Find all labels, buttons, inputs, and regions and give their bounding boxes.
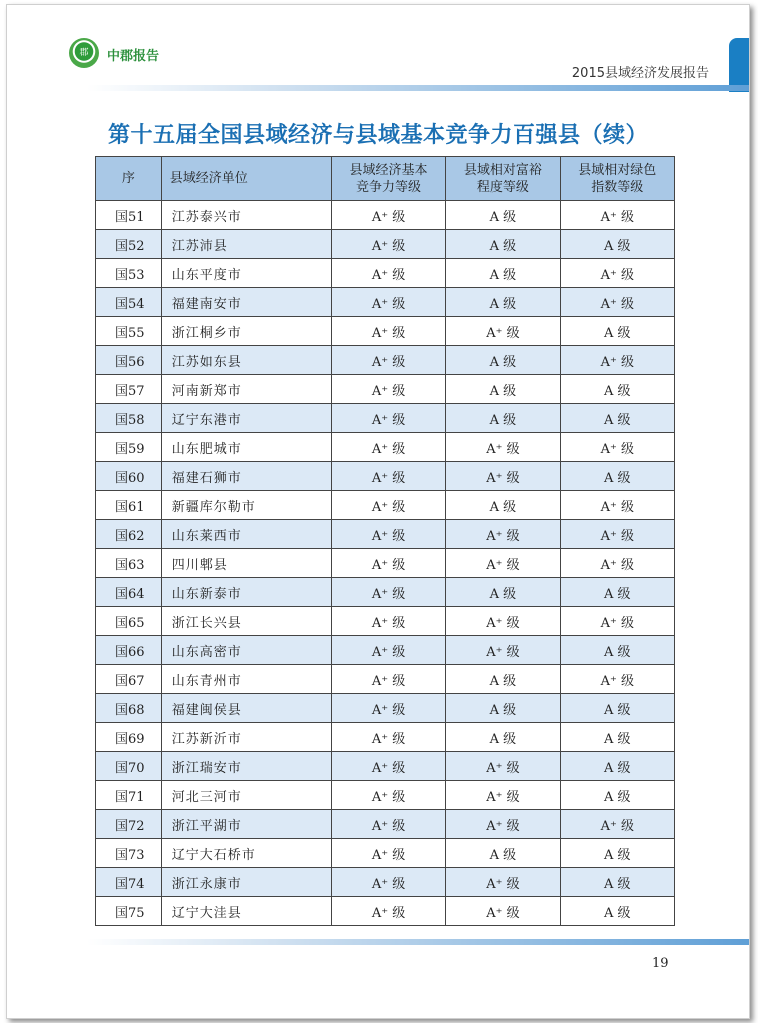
cell-unit: 山东肥城市 — [161, 433, 331, 462]
cell-green: A 级 — [560, 230, 674, 259]
cell-competitiveness: A⁺ 级 — [331, 288, 445, 317]
cell-wealth: A 级 — [446, 259, 560, 288]
cell-wealth: A 级 — [446, 491, 560, 520]
table-row — [96, 520, 675, 549]
cell-competitiveness: A⁺ 级 — [331, 752, 445, 781]
cell-green: A⁺ 级 — [560, 810, 674, 839]
cell-unit: 浙江长兴县 — [161, 607, 331, 636]
cell-green: A⁺ 级 — [560, 346, 674, 375]
ranking-table — [95, 156, 675, 926]
cell-unit: 浙江瑞安市 — [161, 752, 331, 781]
cell-green: A⁺ 级 — [560, 491, 674, 520]
header-wealth — [446, 157, 560, 201]
cell-competitiveness: A⁺ 级 — [331, 375, 445, 404]
table-row — [96, 665, 675, 694]
cell-green: A 级 — [560, 578, 674, 607]
cell-wealth: A 级 — [446, 346, 560, 375]
cell-wealth: A⁺ 级 — [446, 781, 560, 810]
table-row — [96, 201, 675, 230]
cell-no: 国74 — [96, 868, 162, 897]
cell-no: 国60 — [96, 462, 162, 491]
cell-wealth: A⁺ 级 — [446, 462, 560, 491]
footer-rule — [87, 939, 749, 945]
cell-no: 国71 — [96, 781, 162, 810]
cell-unit: 山东新泰市 — [161, 578, 331, 607]
cell-no: 国68 — [96, 694, 162, 723]
document-page — [6, 4, 750, 1019]
header-competitiveness — [331, 157, 445, 201]
cell-no: 国58 — [96, 404, 162, 433]
cell-wealth: A⁺ 级 — [446, 868, 560, 897]
cell-no: 国66 — [96, 636, 162, 665]
cell-competitiveness: A⁺ 级 — [331, 230, 445, 259]
cell-green: A⁺ 级 — [560, 607, 674, 636]
cell-unit: 河南新郑市 — [161, 375, 331, 404]
cell-green: A⁺ 级 — [560, 665, 674, 694]
cell-wealth: A⁺ 级 — [446, 752, 560, 781]
cell-competitiveness: A⁺ 级 — [331, 636, 445, 665]
cell-green: A 级 — [560, 375, 674, 404]
header-wealth-line2: 程度等级 — [476, 179, 529, 195]
zhongjun-logo: 郡 — [69, 38, 99, 68]
table-row — [96, 259, 675, 288]
header-rule — [87, 85, 749, 91]
header-green-line2: 指数等级 — [591, 179, 644, 195]
cell-wealth: A 级 — [446, 694, 560, 723]
cell-wealth: A⁺ 级 — [446, 520, 560, 549]
cell-competitiveness: A⁺ 级 — [331, 839, 445, 868]
cell-wealth: A 级 — [446, 230, 560, 259]
cell-unit: 山东高密市 — [161, 636, 331, 665]
cell-no: 国53 — [96, 259, 162, 288]
table-row — [96, 317, 675, 346]
cell-unit: 辽宁东港市 — [161, 404, 331, 433]
cell-competitiveness: A⁺ 级 — [331, 317, 445, 346]
cell-unit: 浙江桐乡市 — [161, 317, 331, 346]
table-body — [96, 201, 675, 926]
cell-wealth: A 级 — [446, 839, 560, 868]
cell-unit: 福建闽侯县 — [161, 694, 331, 723]
cell-wealth: A 级 — [446, 201, 560, 230]
cell-green: A 级 — [560, 636, 674, 665]
cell-no: 国56 — [96, 346, 162, 375]
cell-competitiveness: A⁺ 级 — [331, 868, 445, 897]
cell-green: A 级 — [560, 317, 674, 346]
header-no: 序 — [96, 157, 162, 201]
cell-wealth: A 级 — [446, 288, 560, 317]
cell-unit: 江苏新沂市 — [161, 723, 331, 752]
cell-no: 国52 — [96, 230, 162, 259]
cell-no: 国59 — [96, 433, 162, 462]
cell-competitiveness: A⁺ 级 — [331, 520, 445, 549]
cell-unit: 山东青州市 — [161, 665, 331, 694]
cell-competitiveness: A⁺ 级 — [331, 897, 445, 926]
cell-unit: 辽宁大石桥市 — [161, 839, 331, 868]
brand-name: 中郡报告 — [107, 49, 160, 64]
cell-wealth: A⁺ 级 — [446, 897, 560, 926]
table-row — [96, 810, 675, 839]
cell-green: A 级 — [560, 781, 674, 810]
table-row — [96, 404, 675, 433]
table-row — [96, 607, 675, 636]
cell-competitiveness: A⁺ 级 — [331, 549, 445, 578]
cell-unit: 四川郫县 — [161, 549, 331, 578]
cell-competitiveness: A⁺ 级 — [331, 433, 445, 462]
cell-competitiveness: A⁺ 级 — [331, 201, 445, 230]
cell-competitiveness: A⁺ 级 — [331, 810, 445, 839]
cell-green: A 级 — [560, 462, 674, 491]
cell-green: A 级 — [560, 404, 674, 433]
cell-competitiveness: A⁺ 级 — [331, 665, 445, 694]
cell-competitiveness: A⁺ 级 — [331, 404, 445, 433]
table-row — [96, 752, 675, 781]
cell-no: 国65 — [96, 607, 162, 636]
table-row — [96, 230, 675, 259]
cell-competitiveness: A⁺ 级 — [331, 694, 445, 723]
cell-green: A⁺ 级 — [560, 201, 674, 230]
cell-no: 国67 — [96, 665, 162, 694]
cell-green: A⁺ 级 — [560, 259, 674, 288]
table-row — [96, 375, 675, 404]
cell-no: 国73 — [96, 839, 162, 868]
header-competitiveness-line1: 县域经济基本 — [349, 162, 428, 178]
table-row — [96, 346, 675, 375]
table-row — [96, 723, 675, 752]
cell-wealth: A⁺ 级 — [446, 810, 560, 839]
cell-competitiveness: A⁺ 级 — [331, 781, 445, 810]
cell-green: A 级 — [560, 723, 674, 752]
cell-wealth: A 级 — [446, 404, 560, 433]
table-row — [96, 839, 675, 868]
cell-unit: 河北三河市 — [161, 781, 331, 810]
cell-no: 国57 — [96, 375, 162, 404]
cell-unit: 山东莱西市 — [161, 520, 331, 549]
cell-no: 国75 — [96, 897, 162, 926]
cell-competitiveness: A⁺ 级 — [331, 723, 445, 752]
page-title: 第十五届全国县域经济与县域基本竞争力百强县（续） — [107, 123, 648, 148]
cell-unit: 江苏如东县 — [161, 346, 331, 375]
table-row — [96, 462, 675, 491]
table-row — [96, 433, 675, 462]
table-row — [96, 636, 675, 665]
header-unit: 县域经济单位 — [161, 157, 331, 201]
cell-unit: 江苏泰兴市 — [161, 201, 331, 230]
cell-unit: 新疆库尔勒市 — [161, 491, 331, 520]
cell-unit: 福建石狮市 — [161, 462, 331, 491]
cell-competitiveness: A⁺ 级 — [331, 607, 445, 636]
cell-no: 国69 — [96, 723, 162, 752]
table-row — [96, 491, 675, 520]
cell-no: 国54 — [96, 288, 162, 317]
cell-unit: 福建南安市 — [161, 288, 331, 317]
header-green-line1: 县域相对绿色 — [578, 162, 657, 178]
table-row — [96, 549, 675, 578]
cell-green: A⁺ 级 — [560, 433, 674, 462]
table-header-row — [96, 157, 675, 201]
cell-green: A 级 — [560, 752, 674, 781]
cell-green: A 级 — [560, 868, 674, 897]
cell-wealth: A⁺ 级 — [446, 636, 560, 665]
cell-green: A⁺ 级 — [560, 288, 674, 317]
cell-unit: 浙江平湖市 — [161, 810, 331, 839]
cell-no: 国61 — [96, 491, 162, 520]
table-row — [96, 694, 675, 723]
cell-competitiveness: A⁺ 级 — [331, 346, 445, 375]
table-row — [96, 897, 675, 926]
table-row — [96, 781, 675, 810]
cell-unit: 山东平度市 — [161, 259, 331, 288]
report-title: 2015县域经济发展报告 — [571, 66, 709, 81]
page-number: 19 — [652, 956, 669, 971]
cell-green: A⁺ 级 — [560, 520, 674, 549]
cell-no: 国63 — [96, 549, 162, 578]
cell-unit: 浙江永康市 — [161, 868, 331, 897]
cell-no: 国51 — [96, 201, 162, 230]
cell-no: 国70 — [96, 752, 162, 781]
cell-wealth: A⁺ 级 — [446, 549, 560, 578]
header-competitiveness-line2: 竞争力等级 — [356, 179, 422, 195]
table-row — [96, 868, 675, 897]
cell-unit: 辽宁大洼县 — [161, 897, 331, 926]
cell-competitiveness: A⁺ 级 — [331, 462, 445, 491]
cell-wealth: A⁺ 级 — [446, 607, 560, 636]
cell-green: A 级 — [560, 839, 674, 868]
cell-wealth: A 级 — [446, 723, 560, 752]
cell-wealth: A⁺ 级 — [446, 433, 560, 462]
cell-green: A 级 — [560, 694, 674, 723]
cell-wealth: A⁺ 级 — [446, 317, 560, 346]
cell-no: 国55 — [96, 317, 162, 346]
table-row — [96, 578, 675, 607]
table-row — [96, 288, 675, 317]
cell-competitiveness: A⁺ 级 — [331, 491, 445, 520]
cell-competitiveness: A⁺ 级 — [331, 259, 445, 288]
cell-green: A 级 — [560, 897, 674, 926]
header-wealth-line1: 县域相对富裕 — [463, 162, 542, 178]
cell-wealth: A 级 — [446, 665, 560, 694]
cell-competitiveness: A⁺ 级 — [331, 578, 445, 607]
cell-wealth: A 级 — [446, 578, 560, 607]
header-green — [560, 157, 674, 201]
cell-no: 国62 — [96, 520, 162, 549]
cell-no: 国64 — [96, 578, 162, 607]
cell-no: 国72 — [96, 810, 162, 839]
cell-green: A⁺ 级 — [560, 549, 674, 578]
cell-wealth: A 级 — [446, 375, 560, 404]
cell-unit: 江苏沛县 — [161, 230, 331, 259]
header-tab — [729, 38, 749, 92]
